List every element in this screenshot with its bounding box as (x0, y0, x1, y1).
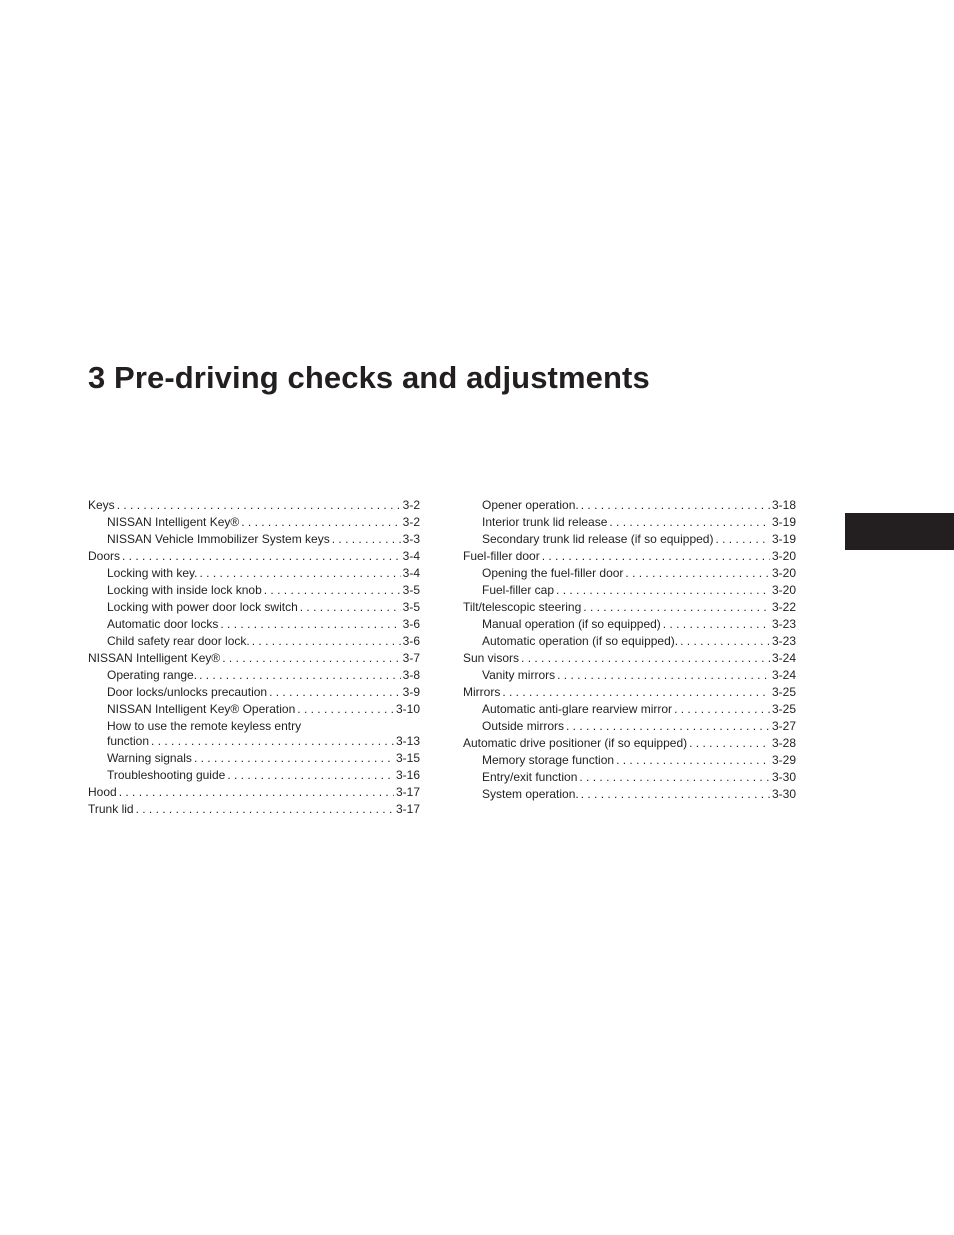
toc-leader-dots (297, 701, 394, 718)
toc-entry-page: 3-19 (771, 532, 796, 546)
toc-entry-label: Vanity mirrors (482, 668, 556, 682)
toc-entry[interactable] (88, 514, 420, 531)
toc-entry-label: Opening the fuel-filler door (482, 566, 624, 580)
toc-entry[interactable] (88, 497, 420, 514)
toc-leader-dots (136, 801, 394, 818)
toc-entry[interactable] (88, 650, 420, 667)
toc-entry-label: Keys (88, 498, 115, 512)
toc-entry[interactable] (463, 497, 796, 514)
toc-leader-dots (556, 582, 770, 599)
toc-entry-label: Fuel-filler cap (482, 583, 555, 597)
toc-entry-page: 3-4 (402, 566, 420, 580)
toc-leader-dots (581, 497, 770, 514)
toc-leader-dots (583, 599, 770, 616)
toc-leader-dots (689, 735, 770, 752)
toc-entry-label: Locking with inside lock knob (107, 583, 262, 597)
toc-entry-page: 3-29 (771, 753, 796, 767)
toc-entry-page: 3-3 (402, 532, 420, 546)
toc-entry-page: 3-20 (771, 583, 796, 597)
toc-entry-page: 3-18 (771, 498, 796, 512)
toc-entry-label: Outside mirrors (482, 719, 565, 733)
toc-leader-dots (269, 684, 401, 701)
toc-leader-dots (557, 667, 770, 684)
toc-entry-label: Automatic drive positioner (if so equipped) (463, 736, 688, 750)
toc-leader-dots (300, 599, 401, 616)
toc-entry[interactable] (88, 718, 420, 733)
toc-entry-label: Locking with key. (107, 566, 198, 580)
toc-entry-label: NISSAN Intelligent Key® (107, 515, 240, 529)
toc-entry-page: 3-5 (402, 600, 420, 614)
toc-entry[interactable] (463, 616, 796, 633)
toc-leader-dots (674, 701, 770, 718)
toc-entry[interactable] (463, 752, 796, 769)
toc-leader-dots (151, 733, 394, 750)
toc-entry-page: 3-17 (395, 785, 420, 799)
toc-right-column (463, 497, 796, 803)
toc-entry-page: 3-13 (395, 734, 420, 748)
toc-entry-page: 3-30 (771, 770, 796, 784)
toc-leader-dots (252, 633, 401, 650)
toc-entry-label: Manual operation (if so equipped) (482, 617, 661, 631)
toc-leader-dots (680, 633, 770, 650)
toc-entry[interactable] (463, 633, 796, 650)
toc-leader-dots (663, 616, 770, 633)
toc-entry-page: 3-23 (771, 634, 796, 648)
toc-entry[interactable] (463, 514, 796, 531)
toc-entry[interactable] (88, 616, 420, 633)
toc-entry[interactable] (463, 701, 796, 718)
toc-leader-dots (581, 786, 770, 803)
toc-entry-label: Fuel-filler door (463, 549, 540, 563)
toc-entry-label: NISSAN Vehicle Immobilizer System keys (107, 532, 330, 546)
toc-entry-label: System operation. (482, 787, 579, 801)
toc-entry-page: 3-22 (771, 600, 796, 614)
toc-leader-dots (194, 750, 394, 767)
toc-entry-label: NISSAN Intelligent Key® Operation (107, 702, 296, 716)
toc-leader-dots (616, 752, 770, 769)
toc-entry-page: 3-16 (395, 768, 420, 782)
toc-entry[interactable] (88, 633, 420, 650)
toc-entry-page: 3-30 (771, 787, 796, 801)
toc-entry[interactable] (463, 769, 796, 786)
toc-entry-label: NISSAN Intelligent Key® (88, 651, 221, 665)
toc-leader-dots (117, 497, 401, 514)
toc-entry[interactable] (463, 786, 796, 803)
toc-leader-dots (199, 667, 401, 684)
toc-entry-label: Memory storage function (482, 753, 615, 767)
toc-entry[interactable] (88, 565, 420, 582)
toc-leader-dots (521, 650, 770, 667)
toc-entry-page: 3-28 (771, 736, 796, 750)
toc-entry-label: Automatic door locks (107, 617, 219, 631)
toc-entry-label: Automatic anti-glare rearview mirror (482, 702, 673, 716)
toc-entry-page: 3-9 (402, 685, 420, 699)
toc-entry-page: 3-27 (771, 719, 796, 733)
toc-entry-label: Automatic operation (if so equipped). (482, 634, 679, 648)
toc-entry[interactable] (88, 784, 420, 801)
toc-entry[interactable] (88, 548, 420, 565)
toc-entry[interactable] (88, 684, 420, 701)
toc-entry-label: Hood (88, 785, 117, 799)
toc-entry-page: 3-4 (402, 549, 420, 563)
toc-leader-dots (222, 650, 400, 667)
toc-entry-label: Interior trunk lid release (482, 515, 608, 529)
toc-entry-page: 3-10 (395, 702, 420, 716)
toc-entry-label: Tilt/telescopic steering (463, 600, 582, 614)
toc-leader-dots (200, 565, 401, 582)
toc-entry[interactable] (88, 582, 420, 599)
toc-entry-page: 3-7 (402, 651, 420, 665)
toc-entry-page: 3-24 (771, 668, 796, 682)
toc-entry-label: Trunk lid (88, 802, 134, 816)
toc-entry-page: 3-24 (771, 651, 796, 665)
toc-leader-dots (579, 769, 770, 786)
toc-entry-label: Locking with power door lock switch (107, 600, 298, 614)
toc-entry[interactable] (463, 599, 796, 616)
toc-leader-dots (241, 514, 400, 531)
toc-entry[interactable] (463, 650, 796, 667)
toc-entry-label: How to use the remote keyless entry (107, 719, 302, 733)
toc-leader-dots (502, 684, 770, 701)
toc-entry[interactable] (88, 767, 420, 784)
toc-entry-page: 3-5 (402, 583, 420, 597)
toc-entry-label: function (107, 734, 150, 748)
toc-entry-page: 3-2 (402, 515, 420, 529)
toc-entry-label: Warning signals (107, 751, 192, 765)
toc-entry-page: 3-2 (402, 498, 420, 512)
toc-leader-dots (566, 718, 770, 735)
toc-entry-page: 3-20 (771, 549, 796, 563)
toc-leader-dots (625, 565, 770, 582)
toc-entry-page: 3-23 (771, 617, 796, 631)
toc-entry-label: Secondary trunk lid release (if so equipped) (482, 532, 714, 546)
toc-entry[interactable] (88, 599, 420, 616)
toc-entry[interactable] (88, 667, 420, 684)
toc-entry-label: Door locks/unlocks precaution (107, 685, 268, 699)
chapter-tab-marker (845, 513, 954, 550)
toc-entry[interactable] (88, 801, 420, 818)
toc-leader-dots (220, 616, 400, 633)
toc-leader-dots (119, 784, 394, 801)
toc-entry-label: Sun visors (463, 651, 520, 665)
toc-entry[interactable] (463, 565, 796, 582)
toc-entry-page: 3-8 (402, 668, 420, 682)
toc-entry-label: Doors (88, 549, 121, 563)
toc-entry[interactable] (463, 735, 796, 752)
toc-entry[interactable] (463, 531, 796, 548)
toc-entry-label: Mirrors (463, 685, 501, 699)
toc-entry-page: 3-25 (771, 702, 796, 716)
toc-entry-label: Operating range. (107, 668, 198, 682)
toc-entry-page: 3-25 (771, 685, 796, 699)
toc-leader-dots (122, 548, 401, 565)
chapter-title: 3 Pre-driving checks and adjustments (88, 360, 650, 395)
toc-entry[interactable] (463, 718, 796, 735)
toc-leader-dots (227, 767, 394, 784)
toc-leader-dots (542, 548, 770, 565)
toc-entry-label: Child safety rear door lock. (107, 634, 250, 648)
toc-entry-page: 3-15 (395, 751, 420, 765)
toc-entry[interactable] (463, 684, 796, 701)
toc-entry-page: 3-20 (771, 566, 796, 580)
toc-entry-label: Entry/exit function (482, 770, 578, 784)
toc-entry[interactable] (88, 733, 420, 750)
toc-entry-page: 3-17 (395, 802, 420, 816)
toc-entry[interactable] (463, 582, 796, 599)
toc-entry-page: 3-6 (402, 634, 420, 648)
toc-leader-dots (264, 582, 401, 599)
toc-entry[interactable] (88, 750, 420, 767)
toc-leader-dots (332, 531, 401, 548)
toc-entry[interactable] (88, 701, 420, 718)
toc-left-column (88, 497, 420, 818)
toc-entry-page: 3-19 (771, 515, 796, 529)
toc-entry[interactable] (463, 667, 796, 684)
toc-entry-page: 3-6 (402, 617, 420, 631)
toc-entry-label: Opener operation. (482, 498, 579, 512)
toc-entry[interactable] (88, 531, 420, 548)
toc-leader-dots (609, 514, 770, 531)
toc-entry[interactable] (463, 548, 796, 565)
toc-leader-dots (715, 531, 770, 548)
toc-entry-label: Troubleshooting guide (107, 768, 226, 782)
